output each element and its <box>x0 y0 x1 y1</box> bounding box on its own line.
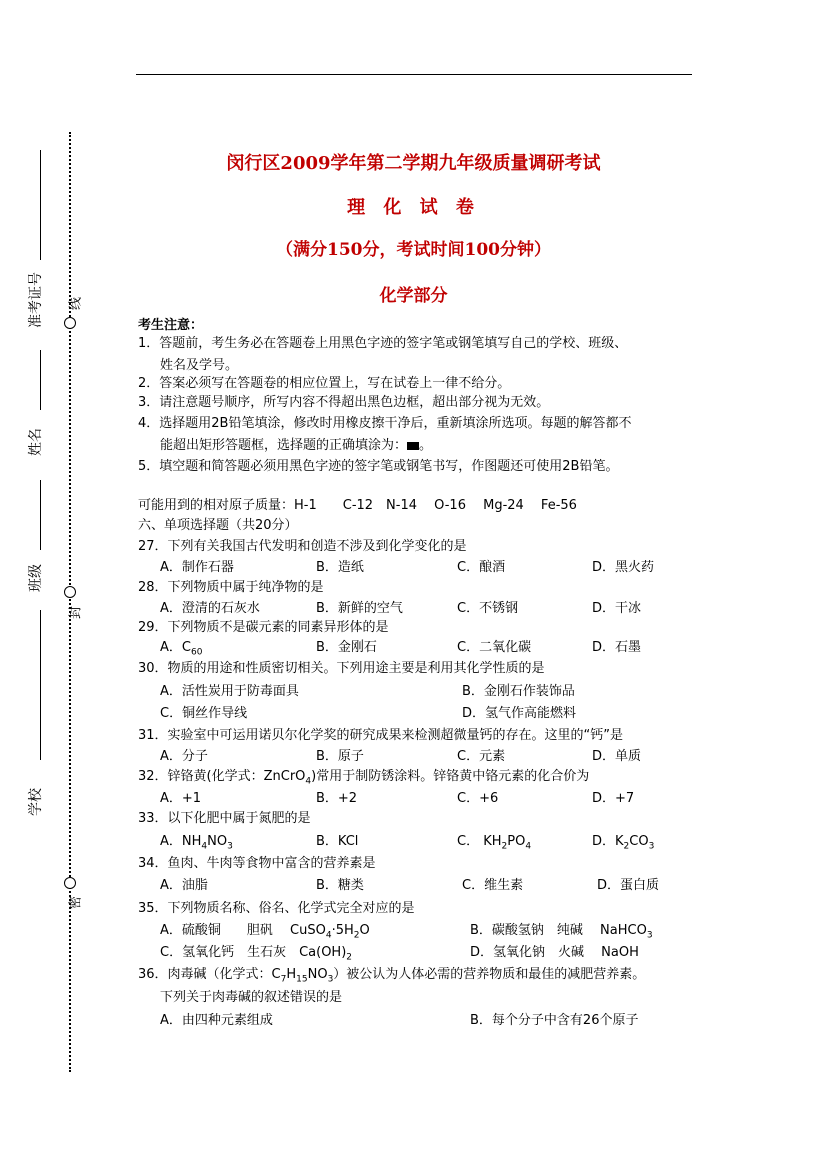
q29-option-b: B．金刚石 <box>316 640 377 655</box>
q28-option-b: B．新鲜的空气 <box>316 601 403 616</box>
notice-heading: 考生注意： <box>138 318 204 333</box>
q28-option-c: C．不锈钢 <box>457 601 519 616</box>
seal-mark-line: 线 <box>68 297 84 311</box>
q31-option-a: A．分子 <box>160 749 208 764</box>
school-blank <box>40 610 41 760</box>
q34-option-a: A．油脂 <box>160 878 208 893</box>
notice-item: 5．填空题和简答题必须用黑色字迹的签字笔或钢笔书写，作图题还可使用2B铅笔。 <box>138 459 619 474</box>
question-33-stem: 33．以下化肥中属于氮肥的是 <box>138 811 311 826</box>
class-blank <box>40 480 41 550</box>
q32-option-d: D．+7 <box>592 791 635 806</box>
q33-option-c: C． $KH_2PO_4$ <box>457 834 532 852</box>
question-27-stem: 27．下列有关我国古代发明和创造不涉及到化学变化的是 <box>138 539 467 554</box>
seal-circle <box>64 317 76 329</box>
q35-option-c: C．氢氧化钙 生石灰 $Ca(OH)_2$ <box>160 945 353 963</box>
filled-box-icon <box>407 442 419 450</box>
q34-option-b: B．糖类 <box>316 878 364 893</box>
q34-option-c: C．维生素 <box>462 878 524 893</box>
question-36-stem-line2: 下列关于肉毒碱的叙述错误的是 <box>160 990 343 1005</box>
q31-option-b: B．原子 <box>316 749 364 764</box>
q27-option-c: C．酿酒 <box>457 560 506 575</box>
q30-option-d: D．氢气作高能燃料 <box>462 706 577 721</box>
q28-option-d: D．干冰 <box>592 601 642 616</box>
margin-label-class: 班级 <box>28 564 44 592</box>
q30-option-b: B．金刚石作装饰品 <box>462 684 575 699</box>
q27-option-a: A．制作石器 <box>160 560 234 575</box>
q34-option-d: D．蛋白质 <box>597 878 660 893</box>
q33-option-d: D．$K_2CO_3$ <box>592 834 655 852</box>
q29-option-a: A．$C_{60}$ <box>160 640 203 658</box>
seal-mark-seal: 封 <box>68 606 84 620</box>
q33-option-b: B．KCl <box>316 834 359 849</box>
question-34-stem: 34．鱼肉、牛肉等食物中富含的营养素是 <box>138 856 376 871</box>
margin-label-exam-id: 准考证号 <box>28 272 44 328</box>
q31-option-c: C．元素 <box>457 749 506 764</box>
atomic-masses: 可能用到的相对原子质量：H-1 C-12 N-14 O-16 Mg-24 Fe-56 <box>138 498 577 513</box>
q32-option-c: C．+6 <box>457 791 499 806</box>
question-30-stem: 30．物质的用途和性质密切相关。下列用途主要是利用其化学性质的是 <box>138 661 545 676</box>
q28-option-a: A．澄清的石灰水 <box>160 601 260 616</box>
q27-option-d: D．黑火药 <box>592 560 655 575</box>
q33-option-a: A．$NH_4NO_3$ <box>160 834 233 852</box>
q32-option-b: B．+2 <box>316 791 358 806</box>
exam-title: 闵行区2009学年第二学期九年级质量调研考试 <box>226 153 601 174</box>
question-32-stem: 32．锌铬黄(化学式：ZnCrO$_4$)常用于制防锈涂料。锌铬黄中铬元素的化合价为 <box>138 769 590 787</box>
q35-option-a: A．硫酸铜 胆矾 $CuSO_4\cdot 5H_2O$ <box>160 923 370 941</box>
question-31-stem: 31．实验室中可运用诺贝尔化学奖的研究成果来检测超微量钙的存在。这里的“钙”是 <box>138 728 624 743</box>
paper-title: 理 化 试 卷 <box>347 197 480 218</box>
notice-item: 能超出矩形答题框，选择题的正确填涂为： 。 <box>160 438 433 453</box>
question-36-stem: 36．肉毒碱（化学式：$C_7H_{15}NO_3$）被公认为人体必需的营养物质和最佳的减肥营养素。 <box>138 967 646 985</box>
name-blank <box>40 350 41 410</box>
seal-circle <box>64 586 76 598</box>
section-title: 化学部分 <box>379 286 448 306</box>
seal-circle <box>64 877 76 889</box>
q32-option-a: A．+1 <box>160 791 202 806</box>
notice-item: 姓名及学号。 <box>160 358 239 373</box>
margin-label-name: 姓名 <box>28 428 44 456</box>
score-time-note: （满分150分，考试时间100分钟） <box>276 240 551 260</box>
q35-option-d: D．氢氧化钠 火碱 NaOH <box>470 945 639 960</box>
q35-option-b: B．碳酸氢钠 纯碱 NaHCO$_3$ <box>470 923 653 941</box>
question-29-stem: 29．下列物质不是碳元素的同素异形体的是 <box>138 620 389 635</box>
q36-option-a: A．由四种元素组成 <box>160 1013 273 1028</box>
section-heading: 六、单项选择题（共20分） <box>138 518 298 533</box>
margin-label-school: 学校 <box>28 788 44 816</box>
q31-option-d: D．单质 <box>592 749 642 764</box>
q29-option-c: C．二氧化碳 <box>457 640 532 655</box>
q27-option-b: B．造纸 <box>316 560 364 575</box>
q29-option-d: D．石墨 <box>592 640 642 655</box>
q36-option-b: B．每个分子中含有26个原子 <box>470 1013 639 1028</box>
notice-item: 3．请注意题号顺序，所写内容不得超出黑色边框，超出部分视为无效。 <box>138 395 550 410</box>
notice-item: 1．答题前，考生务必在答题卷上用黑色字迹的签字笔或钢笔填写自己的学校、班级、 <box>138 336 628 351</box>
question-28-stem: 28．下列物质中属于纯净物的是 <box>138 580 324 595</box>
q30-option-a: A．活性炭用于防毒面具 <box>160 684 299 699</box>
question-35-stem: 35．下列物质名称、俗名、化学式完全对应的是 <box>138 901 415 916</box>
q30-option-c: C．铜丝作导线 <box>160 706 248 721</box>
header-rule <box>136 74 692 75</box>
seal-mark-secret: 密 <box>68 896 84 910</box>
notice-item: 4．选择题用2B铅笔填涂，修改时用橡皮擦干净后，重新填涂所选项。每题的解答都不 <box>138 416 632 431</box>
notice-item: 2．答案必须写在答题卷的相应位置上，写在试卷上一律不给分。 <box>138 376 511 391</box>
